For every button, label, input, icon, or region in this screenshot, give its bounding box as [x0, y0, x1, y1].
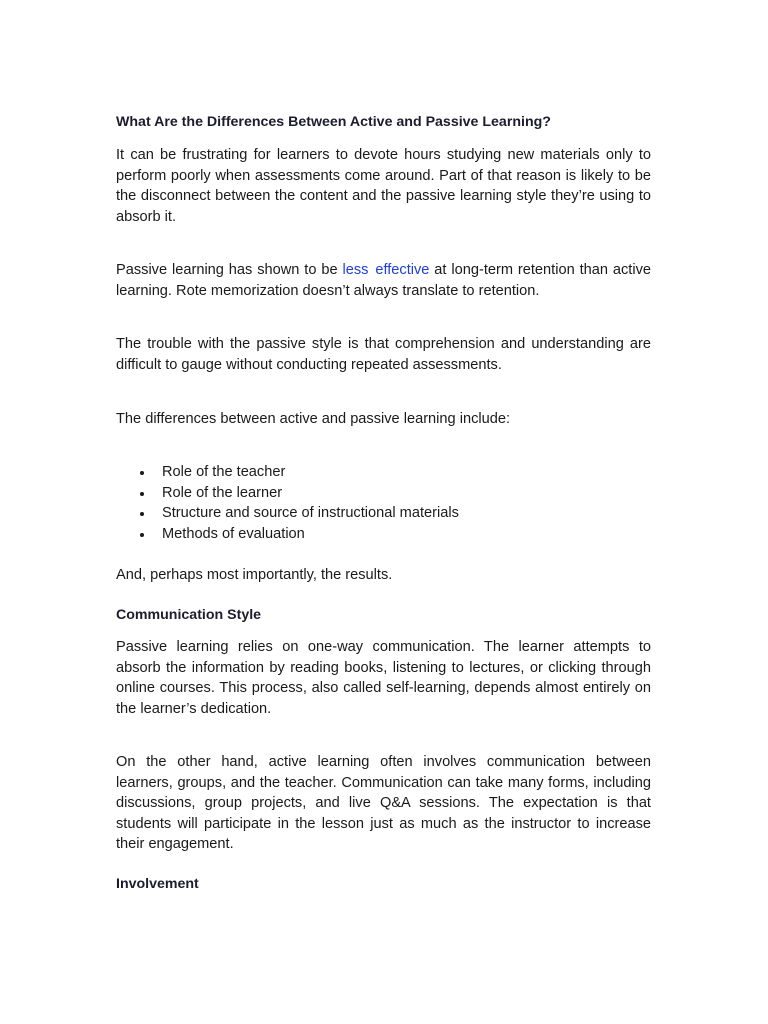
list-item: [116, 462, 651, 483]
less-effective-link[interactable]: less effective: [342, 262, 430, 278]
list-item-label: Role of the learner: [162, 484, 283, 501]
differences-list: [116, 462, 651, 544]
paragraph-communication-2: On the other hand, active learning often involves communication between learners, groups, and the teacher. Communication can take many forms, including discussions, group projects, and live Q&A sessions. The expectation is that students will participate in the lesson just as much as the instructor to increase their engagement.: [116, 754, 651, 852]
list-item-label: Methods of evaluation: [162, 525, 305, 542]
paragraph-passive-after-link: at long-term retention than active learning. Rote memorization doesn’t always translate to retention.: [116, 262, 651, 299]
involvement-heading: Involvement: [116, 876, 199, 892]
list-item-label: Structure and source of instructional materials: [162, 505, 459, 522]
paragraph-passive-learning: [116, 260, 651, 301]
bullet-icon: [140, 512, 144, 516]
communication-style-heading: Communication Style: [116, 607, 262, 623]
paragraph-trouble: The trouble with the passive style is that comprehension and understanding are difficult to gauge without conducting repeated assessments.: [116, 336, 651, 373]
main-heading: What Are the Differences Between Active and Passive Learning?: [116, 114, 551, 130]
list-item: [116, 524, 651, 545]
list-item: [116, 483, 651, 504]
list-item-label: Role of the teacher: [162, 464, 286, 480]
bullet-icon: [140, 471, 144, 475]
list-item: [116, 503, 651, 524]
paragraph-frustrating: It can be frustrating for learners to devote hours studying new materials only to perform poorly when assessments come around. Part of that reason is likely to be the disconnect between the content and the passive learning style they’re using to absorb it.: [116, 147, 651, 225]
paragraph-results: And, perhaps most importantly, the results.: [116, 567, 393, 583]
paragraph-communication-1: Passive learning relies on one-way communication. The learner attempts to absorb the information by reading books, listening to lectures, or clicking through online courses. This process, also called self-learning, depends almost entirely on the learner’s dedication.: [116, 639, 651, 717]
paragraph-passive-before-link: Passive learning has shown to be: [116, 262, 343, 278]
bullet-icon: [140, 492, 144, 496]
paragraph-differences-intro: The differences between active and passive learning include:: [116, 411, 511, 427]
bullet-icon: [140, 533, 144, 537]
